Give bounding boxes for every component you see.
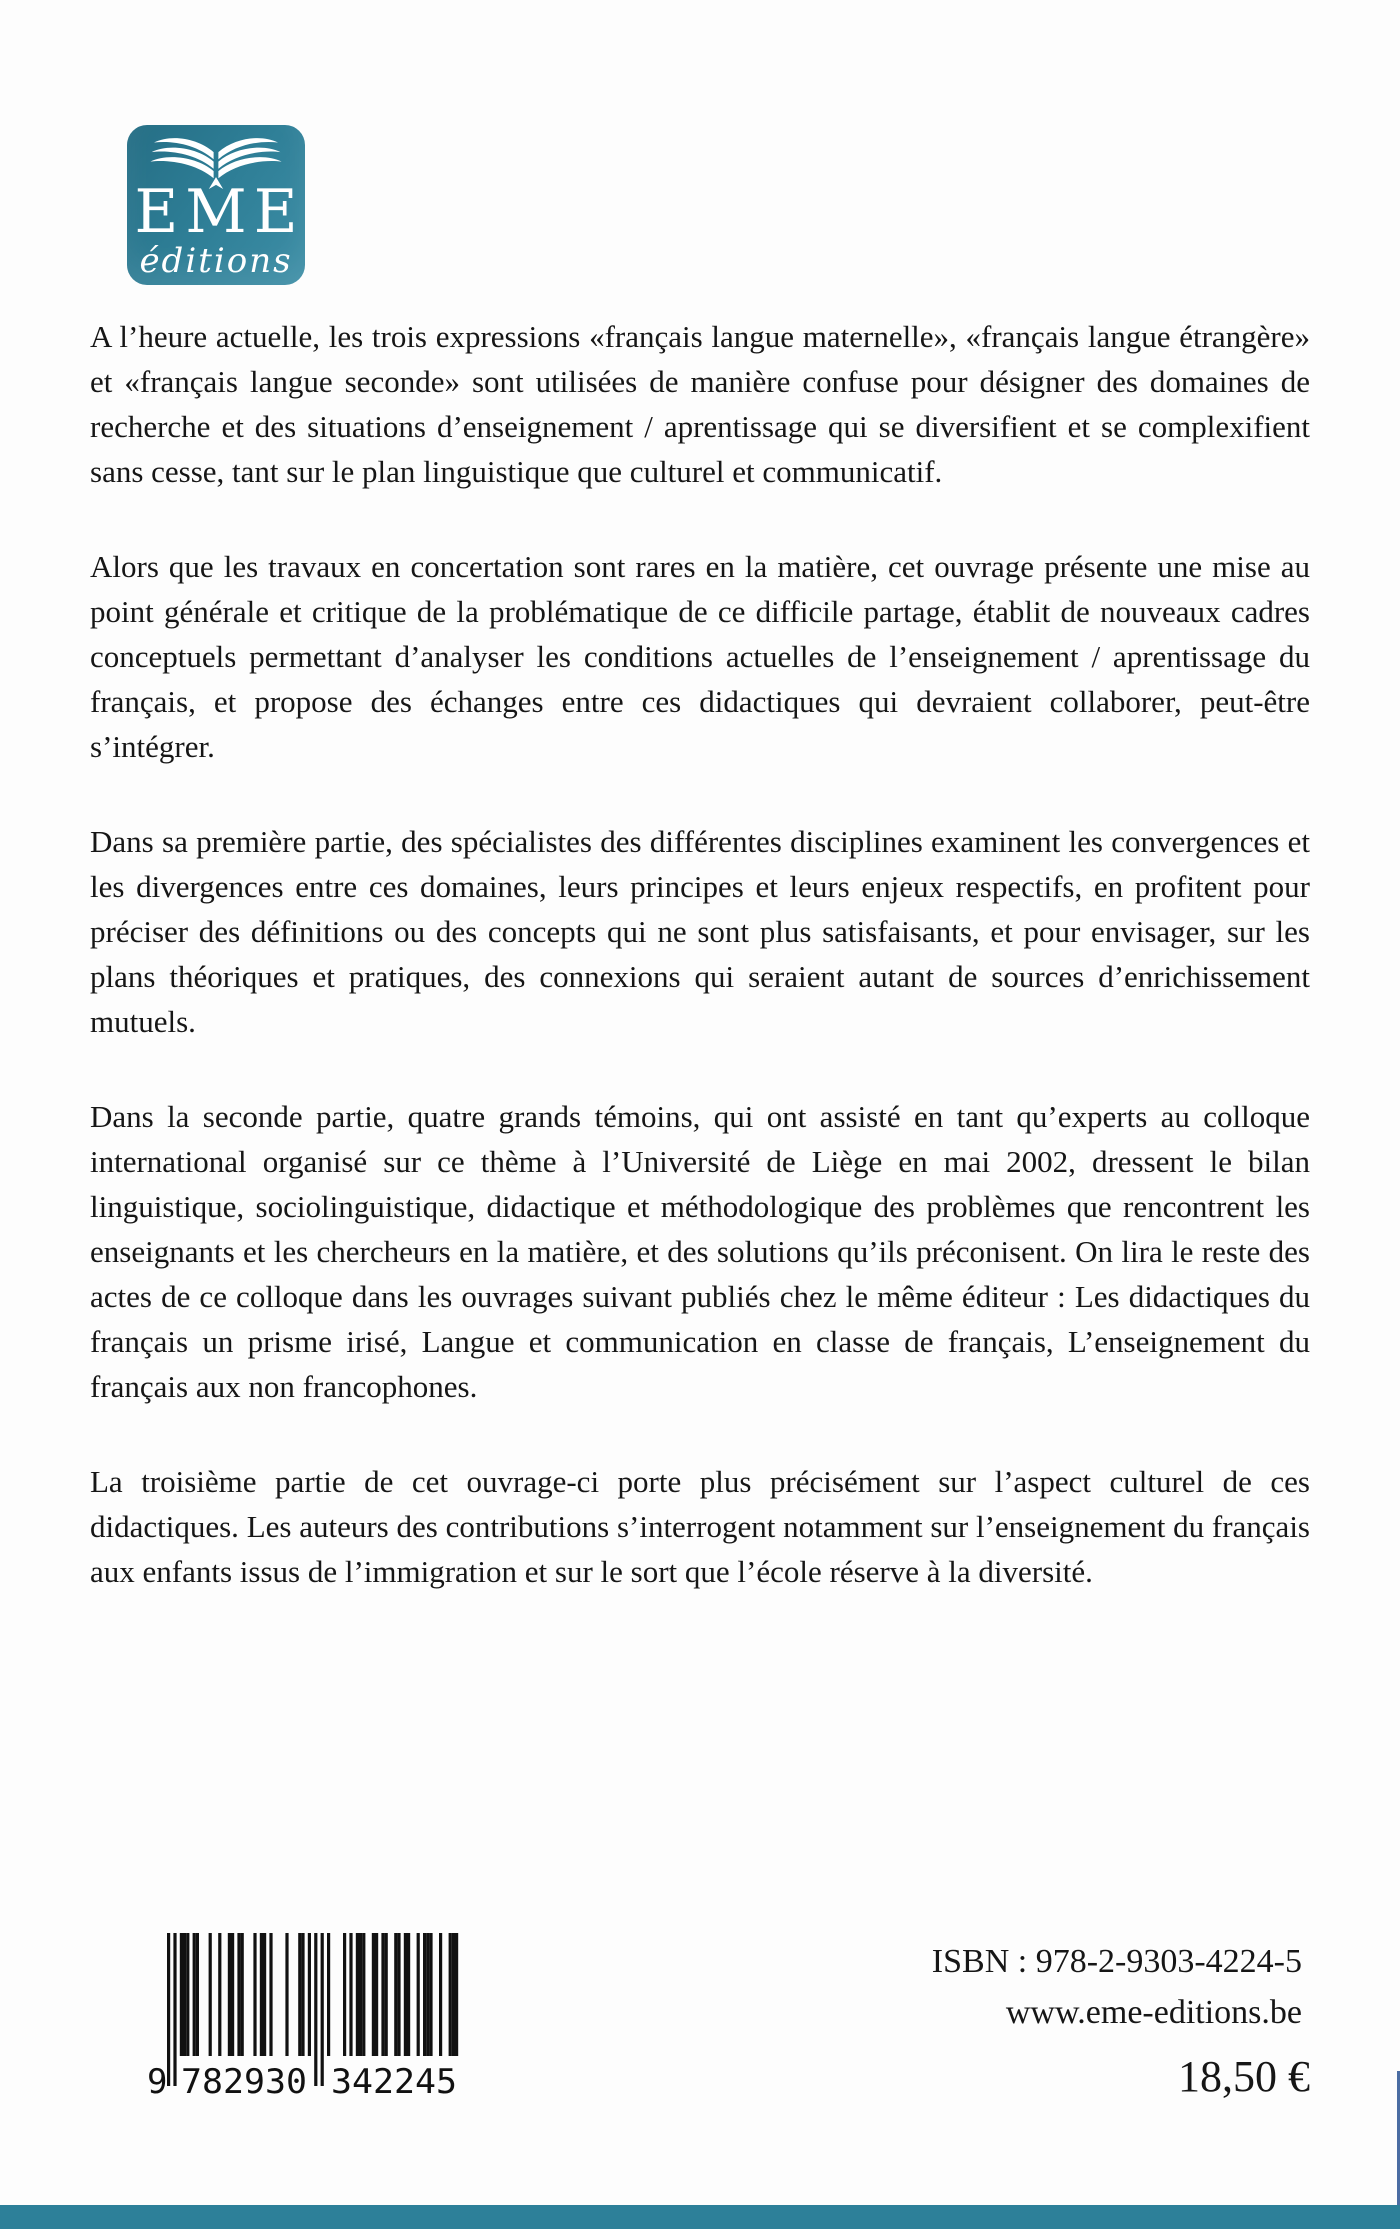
svg-text:782930: 782930 [181, 2062, 307, 2099]
barcode-bars [147, 1933, 481, 2099]
website-text: www.eme-editions.be [1005, 1994, 1302, 2031]
isbn-text: ISBN : 978-2-9303-4224-5 [931, 1943, 1302, 1980]
ean13-barcode [147, 1933, 481, 2099]
publisher-logo [127, 125, 305, 285]
logo-subtitle: éditions [139, 241, 293, 281]
bottom-accent-bar [0, 2205, 1400, 2229]
back-cover-text [90, 314, 1310, 1644]
paragraph: A l’heure actuelle, les trois expressions «français langue maternelle», «français langue étrangère» et «français langue seconde» sont utilisées de manière confuse pour désigner des domaines de recherche et des situations d’enseignement / aprentissage qui se diversifient et se complexifient sans cesse, tant sur le plan linguistique que culturel et communicatif. [90, 319, 1310, 489]
paragraph: La troisième partie de cet ouvrage-ci porte plus précisément sur l’aspect culturel de ces didactiques. Les auteurs des contributions s’interrogent notamment sur l’enseignement du français aux enfants issus de l’immigration et sur le sort que l’école réserve à la diversité. [90, 1464, 1310, 1589]
svg-text:9: 9 [147, 2062, 168, 2099]
paragraph: Dans sa première partie, des spécialistes des différentes disciplines examinent les convergences et les divergences entre ces domaines, leurs principes et leurs enjeux respectifs, en profitent pour préciser des définitions ou des concepts qui ne sont plus satisfaisants, et pour envisager, sur les plans théoriques et pratiques, des connexions qui seraient autant de sources d’enrichissement mutuels. [90, 824, 1310, 1039]
logo-title: EME [134, 177, 305, 247]
isbn-block [932, 1936, 1302, 2038]
paragraph: Dans la seconde partie, quatre grands témoins, qui ont assisté en tant qu’experts au colloque international organisé sur ce thème à l’Université de Liège en mai 2002, dressent le bilan linguistique, sociolinguistique, didactique et méthodologique des problèmes que rencontrent les enseignants et les chercheurs en la matière, et des solutions qu’ils préconisent. On lira le reste des actes de ce colloque dans les ouvrages suivant publiés chez le même éditeur : Les didactiques du français un prisme irisé, Langue et communication en classe de français, L’enseignement du français aux non francophones. [90, 1099, 1310, 1404]
paragraph: Alors que les travaux en concertation sont rares en la matière, cet ouvrage présente une mise au point générale et critique de la problématique de ce difficile partage, établit de nouveaux cadres conceptuels permettant d’analyser les conditions actuelles de l’enseignement / aprentissage du français, et propose des échanges entre ces didactiques qui devraient collaborer, peut-être s’intégrer. [90, 549, 1310, 764]
svg-text:342245: 342245 [331, 2062, 457, 2099]
price-text: 18,50 € [1178, 2052, 1310, 2101]
